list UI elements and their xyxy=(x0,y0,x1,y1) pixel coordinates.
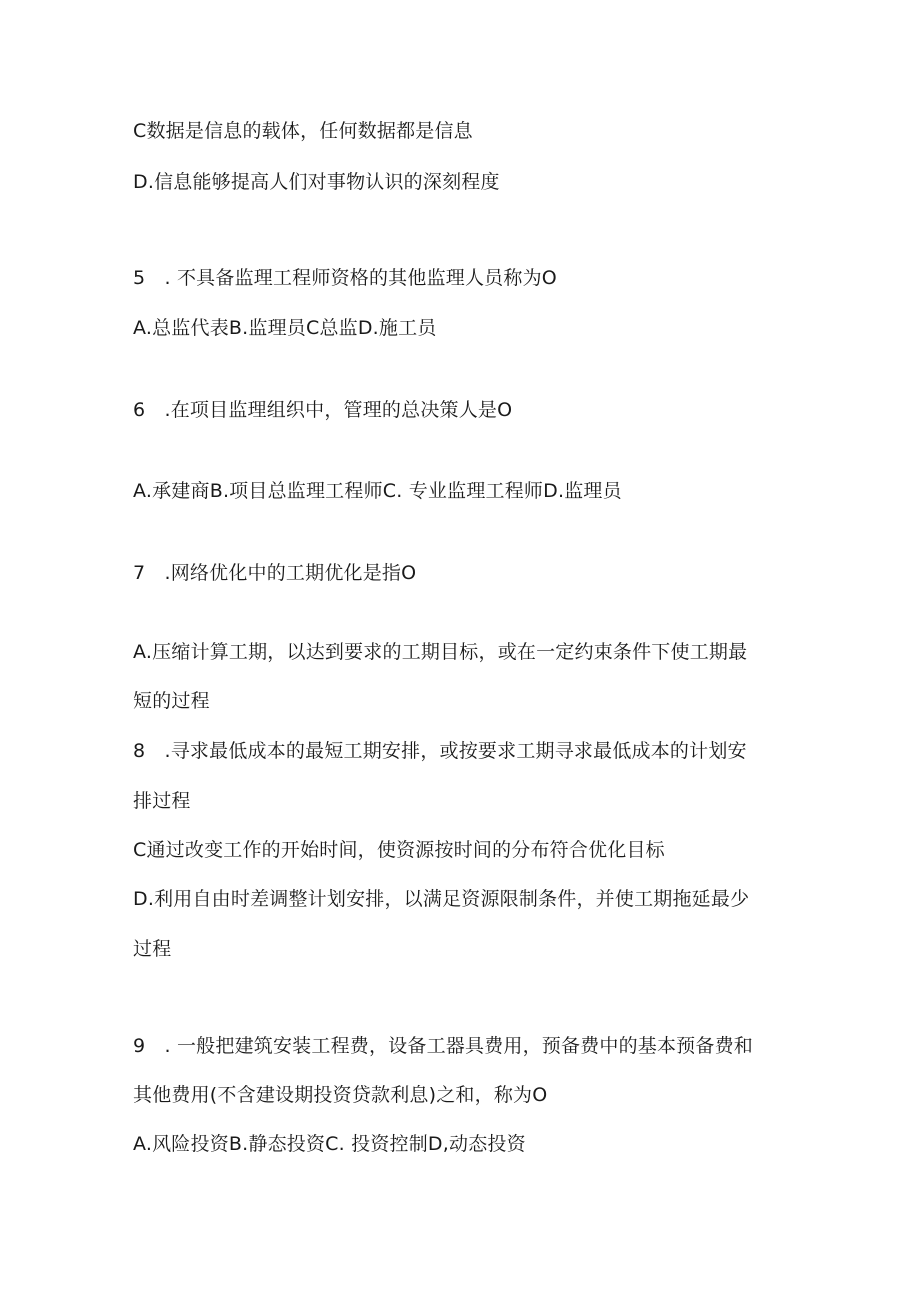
options-q5: A.总监代表B.监理员C总监D.施工员 xyxy=(133,317,437,339)
options-q9: A.风险投资B.静态投资C. 投资控制D,动态投资 xyxy=(133,1133,526,1155)
option-a-q7-line-2: 短的过程 xyxy=(133,690,210,712)
option-c-q4: C数据是信息的载体，任何数据都是信息 xyxy=(133,120,473,142)
option-b-q7-line-1: 8 .寻求最低成本的最短工期安排，或按要求工期寻求最低成本的计划安 xyxy=(133,740,747,762)
option-d-q4: D.信息能够提高人们对事物认识的深刻程度 xyxy=(133,171,500,193)
question-9-line-2: 其他费用(不含建设期投资贷款利息)之和，称为O xyxy=(133,1084,548,1106)
question-9-line-1: 9 . 一般把建筑安装工程费，设备工器具费用，预备费中的基本预备费和 xyxy=(133,1035,753,1057)
option-d-q7-line-2: 过程 xyxy=(133,938,172,960)
question-5: 5 . 不具备监理工程师资格的其他监理人员称为O xyxy=(133,267,557,289)
option-b-q7-line-2: 排过程 xyxy=(133,790,191,812)
options-q6: A.承建商B.项目总监理工程师C. 专业监理工程师D.监理员 xyxy=(133,480,622,502)
question-6: 6 .在项目监理组织中，管理的总决策人是O xyxy=(133,399,513,421)
option-c-q7: C通过改变工作的开始时间，使资源按时间的分布符合优化目标 xyxy=(133,839,665,861)
option-d-q7-line-1: D.利用自由时差调整计划安排，以满足资源限制条件，并使工期拖延最少 xyxy=(133,888,750,910)
question-7: 7 .网络优化中的工期优化是指O xyxy=(133,562,417,584)
option-a-q7-line-1: A.压缩计算工期，以达到要求的工期目标，或在一定约束条件下使工期最 xyxy=(133,641,748,663)
